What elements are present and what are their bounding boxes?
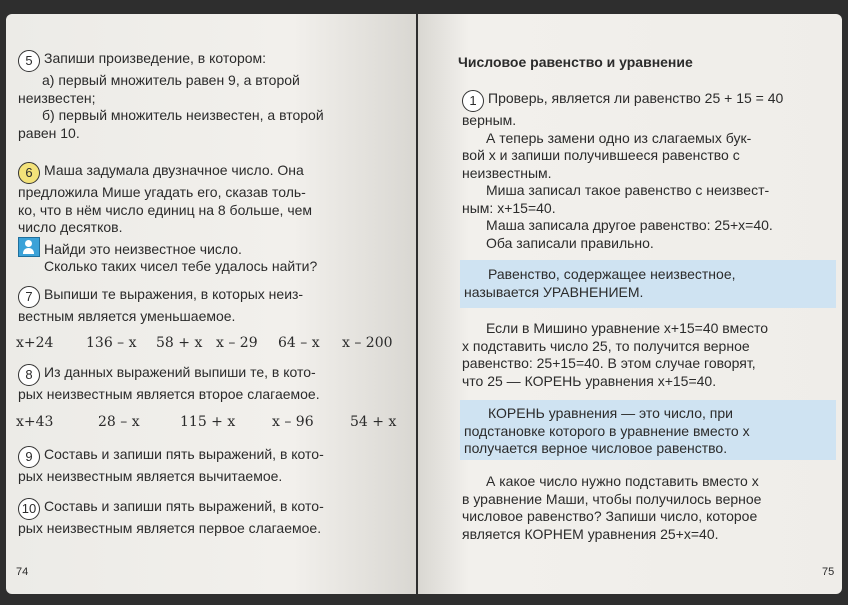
definition-text: называется УРАВНЕНИЕМ. [464, 283, 644, 300]
task-7 [18, 286, 394, 326]
paragraph-text: числовое равенство? Запиши число, которое [462, 508, 758, 524]
task-text: рых неизвестным является второе слагаемое. [18, 386, 320, 402]
definition-root [464, 405, 828, 458]
task-text: Проверь, является ли равенство 25 + 15 = 40 [488, 90, 784, 106]
paragraph-text: равенство: 25+15=40. В этом случае говорят, [462, 355, 756, 371]
task-1 [462, 90, 834, 252]
task-text: число десятков. [18, 219, 123, 235]
paragraph-question [462, 473, 834, 543]
task-text: верным. [462, 112, 517, 128]
page-number: 75 [822, 566, 835, 578]
task-text: Из данных выражений выпиши те, в кото- [44, 364, 316, 380]
definition-text: подстановке которого в уравнение вместо x [464, 422, 750, 439]
definition-text: Равенство, содержащее неизвестное, [488, 266, 736, 282]
task-text: а) первый множитель равен 9, а второй [42, 72, 300, 88]
task-text: Сколько таких чисел тебе удалось найти? [44, 258, 318, 274]
task-text: Маша задумала двузначное число. Она [44, 162, 304, 178]
task-text: Найди это неизвестное число. [44, 240, 242, 257]
task-number: 6 [18, 162, 40, 184]
paragraph-text: в уравнение Маши, чтобы получилось верное [462, 490, 762, 507]
task-6 [18, 162, 394, 276]
task-number: 8 [18, 364, 40, 386]
task-number: 1 [462, 90, 484, 112]
expression: x – 29 [216, 335, 258, 351]
paragraph-root-example [462, 320, 834, 390]
left-page [6, 14, 416, 594]
task-text: неизвестен; [18, 89, 96, 106]
task-7-expressions [16, 335, 396, 355]
expression: 64 – x [278, 335, 320, 351]
section-title: Числовое равенство и уравнение [458, 54, 693, 70]
expression: x+24 [16, 335, 54, 351]
task-text: Запиши произведение, в котором: [44, 50, 267, 66]
definition-text: КОРЕНЬ уравнения — это число, при [488, 405, 733, 421]
definition-text: получается верное числовое равенство. [464, 440, 728, 456]
expression: x – 200 [342, 335, 393, 351]
task-text: б) первый множитель неизвестен, а второй [42, 107, 324, 123]
expression: 136 – x [86, 335, 137, 351]
task-text: ко, что в нём число единиц на 8 больше, чем [18, 201, 313, 218]
task-text: неизвестным. [462, 164, 552, 181]
expression: x – 96 [272, 414, 314, 430]
right-page [418, 14, 842, 594]
task-text: Выпиши те выражения, в которых неиз- [44, 286, 304, 302]
task-text: Миша записал такое равенство с неизвест- [486, 182, 770, 198]
task-text: рых неизвестным является вычитаемое. [18, 468, 283, 484]
task-8 [18, 364, 394, 404]
task-5 [18, 50, 394, 142]
paragraph-text: что 25 — КОРЕНЬ уравнения x+15=40. [462, 372, 717, 389]
task-number: 7 [18, 286, 40, 308]
expression: 58 + x [156, 335, 203, 351]
task-text: Составь и запиши пять выражений, в кото- [44, 498, 324, 514]
task-text: вестным является уменьшаемое. [18, 308, 236, 324]
expression: 115 + x [180, 414, 236, 430]
definition-equation [464, 266, 828, 301]
task-text: рых неизвестным является первое слагаемое. [18, 520, 322, 536]
task-8-expressions [16, 414, 396, 434]
expression: 54 + x [350, 414, 397, 430]
paragraph-text: x подставить число 25, то получится верное [462, 337, 750, 354]
paragraph-text: Если в Мишино уравнение x+15=40 вместо [486, 320, 769, 336]
paragraph-text: является КОРНЕМ уравнения 25+x=40. [462, 525, 719, 542]
pencil-task-icon [18, 237, 40, 257]
page-number: 74 [16, 566, 29, 578]
task-number: 10 [18, 498, 40, 520]
task-text: Маша записала другое равенство: 25+x=40. [486, 217, 773, 233]
paragraph-text: А какое число нужно подставить вместо x [486, 473, 759, 489]
task-text: ным: x+15=40. [462, 199, 556, 216]
task-text: равен 10. [18, 124, 80, 141]
task-9 [18, 446, 394, 486]
task-text: предложила Мише угадать его, сказав толь- [18, 184, 306, 200]
task-number: 9 [18, 446, 40, 468]
task-10 [18, 498, 394, 538]
expression: 28 – x [98, 414, 140, 430]
task-text: Оба записали правильно. [486, 234, 654, 251]
expression: x+43 [16, 414, 54, 430]
task-text: вой x и запиши получившееся равенство с [462, 147, 740, 163]
task-number: 5 [18, 50, 40, 72]
task-text: А теперь замени одно из слагаемых бук- [486, 129, 752, 146]
task-text: Составь и запиши пять выражений, в кото- [44, 446, 324, 462]
